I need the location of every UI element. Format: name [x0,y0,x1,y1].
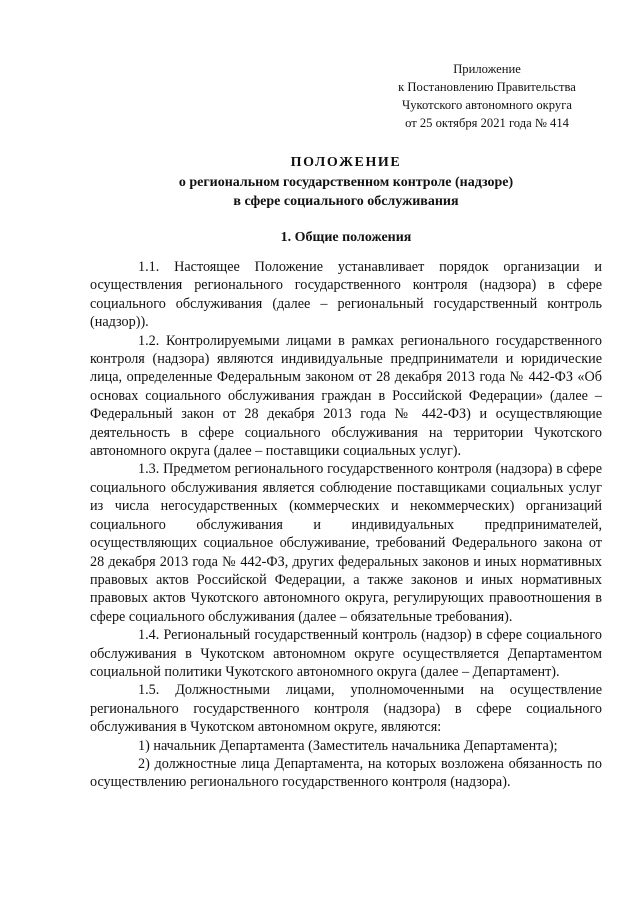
section-heading: 1. Общие положения [280,230,412,245]
appendix-block [372,60,602,132]
document-title [90,153,602,211]
title-subtitle-line-1: о региональном государственном контроле (надзоре) [178,175,514,190]
list-item-1: 1) начальник Департамента (Заместитель начальника Департамента); [138,737,558,754]
title-subtitle-line-2: в сфере социального обслуживания [233,194,459,209]
paragraph-1-4: 1.4. Региональный государственный контроль (надзор) в сфере социального обслуживания в Чукотском автономном округе осуществляется Департаментом социальной политики Чукотского автономного округа (далее – Департамент). [90,627,602,680]
list-item-2: 2) должностные лица Департамента, на которых возложена обязанность по осуществлению регионального государственного контроля (надзора). [90,755,602,791]
paragraph-1-3: 1.3. Предметом регионального государственного контроля (надзора) в сфере социального обслуживания является соблюдение поставщиками социальных услуг из числа негосударственных (коммерческих и некоммерческих) организаций социального обслуживания и индивидуальных предпринимателей, осуществляющих социальное обслуживание, требований Федерального закона от 28 декабря 2013 года № 442-ФЗ, других федеральных законов и иных нормативных правовых актов Российской Федерации, а также законов и иных нормативных правовых актов Чукотского автономного округа, регулирующих правоотношения в сфере социального обслуживания (далее – обязательные требования). [90,461,602,625]
paragraph-1-1: 1.1. Настоящее Положение устанавливает порядок организации и осуществления регионального государственного контроля (надзора) в сфере социального обслуживания (далее – региональный государственный контроль (надзор)). [90,259,602,331]
appendix-line-2: к Постановлению Правительства [398,80,576,94]
title-main: ПОЛОЖЕНИЕ [290,155,402,170]
paragraph-1-5: 1.5. Должностными лицами, уполномоченными на осуществление регионального государственного контроля (надзора) в сфере социального обслуживания в Чукотском автономном округе, являются: [90,682,602,736]
section-body [90,258,602,792]
appendix-line-3: Чукотского автономного округа [402,98,572,112]
appendix-line-1: Приложение [453,62,521,76]
appendix-line-4: от 25 октября 2021 года № 414 [405,116,569,130]
paragraph-1-2: 1.2. Контролируемыми лицами в рамках регионального государственного контроля (надзора) являются индивидуальные предприниматели и юридические лица, определенные Федеральным законом от 28 декабря 2013 года № 442-ФЗ «Об основах социального обслуживания граждан в Российской Федерации» (далее – Федеральный закон от 28 декабря 2013 года № 442-ФЗ) и осуществляющие деятельность в сфере социального обслуживания на территории Чукотского автономного округа (далее – поставщики социальных услуг). [90,332,602,460]
